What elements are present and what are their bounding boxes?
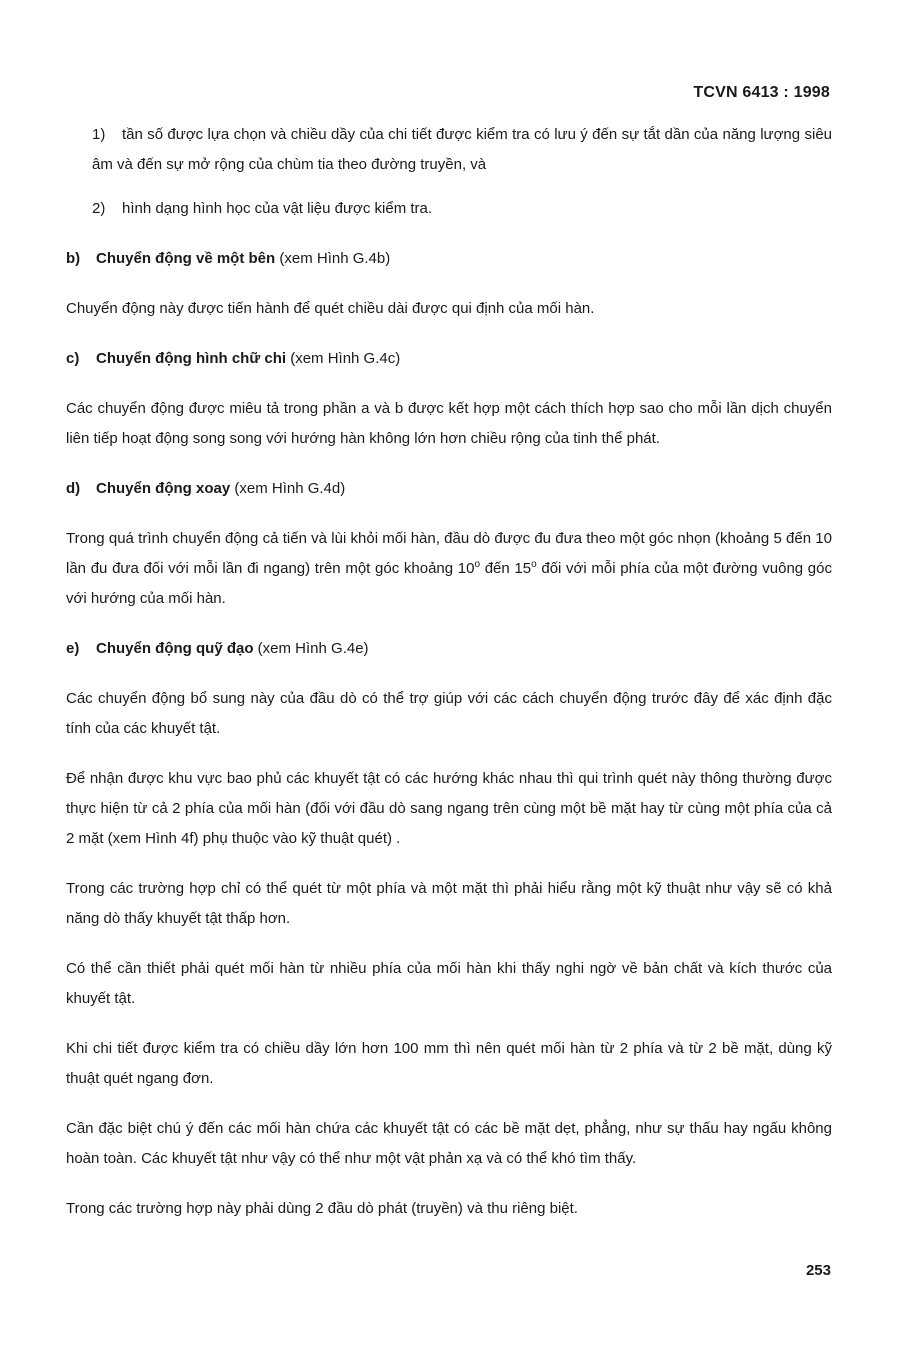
section-title: Chuyển động về một bên: [96, 250, 276, 267]
figure-reference: (xem Hình G.4c): [290, 350, 401, 367]
section-letter: d): [66, 480, 81, 497]
standard-code: TCVN 6413 : 1998: [693, 84, 830, 101]
section-c-paragraph: Các chuyển động được miêu tả trong phần a và b được kết hợp một cách thích hợp sao cho mỗi lần dịch chuyển liên tiếp hoạt động song song với hướng hàn không lớn hơn chiều rộng của tinh thể phát.: [66, 400, 832, 447]
figure-reference: (xem Hình G.4b): [279, 250, 391, 267]
section-letter: e): [66, 640, 80, 657]
page-body: [66, 120, 832, 1244]
section-e-paragraph-7: Trong các trường hợp này phải dùng 2 đầu dò phát (truyền) và thu riêng biệt.: [66, 1200, 578, 1217]
text-run: đến 15: [480, 560, 532, 577]
list-item-text: tần số được lựa chọn và chiều dầy của chi tiết được kiểm tra có lưu ý đến sự tắt dần của năng lượng siêu âm và đến sự mở rộng của chùm tia theo đường truyền, và: [92, 126, 832, 173]
figure-reference: (xem Hình G.4e): [257, 640, 369, 657]
section-letter: b): [66, 250, 81, 267]
section-title: Chuyển động quỹ đạo: [96, 640, 254, 657]
figure-reference: (xem Hình G.4d): [234, 480, 346, 497]
section-title: Chuyển động xoay: [96, 480, 231, 497]
degree-superscript: o: [531, 559, 537, 570]
text-run: đối với mỗi phía của một đường vuông góc với hướng của mối hàn.: [66, 560, 832, 607]
section-letter: c): [66, 350, 80, 367]
degree-superscript: o: [474, 559, 481, 570]
section-e-paragraph-3: Trong các trường hợp chỉ có thể quét từ một phía và một mặt thì phải hiểu rằng một kỹ thuật như vậy sẽ có khả năng dò thấy khuyết tật thấp hơn.: [66, 880, 832, 927]
section-b-heading: [66, 244, 832, 274]
list-item-2: [66, 194, 832, 224]
section-e-paragraph-2: Để nhận được khu vực bao phủ các khuyết tật có các hướng khác nhau thì qui trình quét này thông thường được thực hiện từ cả 2 phía của mối hàn (đối với đầu dò sang ngang trên cùng một bề mặt hay từ cùng một phía của cả 2 mặt (xem Hình 4f) phụ thuộc vào kỹ thuật quét) .: [66, 770, 832, 847]
section-d-paragraph: [66, 524, 832, 614]
section-e-paragraph-1: Các chuyển động bổ sung này của đầu dò có thể trợ giúp với các cách chuyển động trước đây để xác định đặc tính của các khuyết tật.: [66, 690, 832, 737]
section-e-paragraph-6: Cần đặc biệt chú ý đến các mối hàn chứa các khuyết tật có các bề mặt dẹt, phẳng, như sự thấu hay ngấu không hoàn toàn. Các khuyết tật như vậy có thể như một vật phản xạ và có thể khó tìm thấy.: [66, 1120, 832, 1167]
section-b-paragraph: Chuyển động này được tiến hành để quét chiều dài được qui định của mối hàn.: [66, 300, 595, 317]
page-number: 253: [805, 1262, 831, 1279]
section-title: Chuyển động hình chữ chi: [96, 350, 287, 367]
section-d-heading: [66, 474, 832, 504]
section-e-heading: [66, 634, 832, 664]
section-e-paragraph-5: Khi chi tiết được kiểm tra có chiều dầy lớn hơn 100 mm thì nên quét mối hàn từ 2 phía và từ 2 bề mặt, dùng kỹ thuật quét ngang đơn.: [66, 1040, 832, 1087]
section-c-heading: [66, 344, 832, 374]
list-item-number: 1): [92, 126, 106, 143]
text-run: Trong quá trình chuyển động cả tiến và lùi khỏi mối hàn, đầu dò được đu đưa theo một góc nhọn (khoảng 5 đến 10 lần đu đưa đối với mỗi lần đi ngang) trên một góc khoảng 10: [66, 530, 832, 577]
list-item-text: hình dạng hình học của vật liệu được kiểm tra.: [122, 200, 433, 217]
section-e-paragraph-4: Có thể cần thiết phải quét mối hàn từ nhiều phía của mối hàn khi thấy nghi ngờ về bản chất và kích thước của khuyết tật.: [66, 960, 832, 1007]
list-item-number: 2): [92, 200, 106, 217]
list-item-1: [66, 120, 832, 180]
